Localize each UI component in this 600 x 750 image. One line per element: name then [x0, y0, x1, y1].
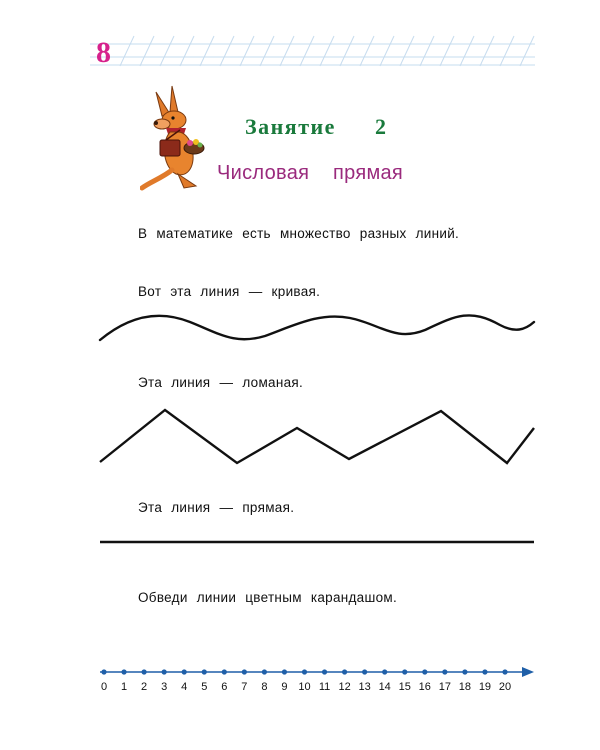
page-number: 8: [96, 36, 111, 69]
number-line-label: 11: [318, 681, 331, 693]
number-line-label: 0: [100, 681, 108, 693]
number-line-point: [482, 669, 487, 674]
task-text: Обведи линии цветным карандашом.: [138, 590, 398, 605]
number-line-label: 12: [338, 681, 351, 693]
number-line-label: 15: [398, 681, 411, 693]
number-line-label: 9: [281, 681, 288, 693]
number-line-point: [382, 669, 387, 674]
number-line-label: 16: [418, 681, 431, 693]
number-line: [100, 667, 534, 693]
number-line-label: 8: [261, 681, 268, 693]
number-line-label: 5: [201, 681, 208, 693]
intro-text: В математике есть множество разных линий.: [138, 226, 460, 241]
number-line-label: 20: [498, 681, 512, 693]
number-line-label: 13: [358, 681, 371, 693]
number-line-point: [402, 669, 407, 674]
number-line-label: 14: [378, 681, 391, 693]
number-line-point: [342, 669, 347, 674]
number-line-point: [462, 669, 467, 674]
number-line-point: [242, 669, 247, 674]
number-line-point: [101, 669, 106, 674]
number-line-point: [282, 669, 287, 674]
number-line-point: [322, 669, 327, 674]
number-line-point: [121, 669, 126, 674]
number-line-label: 6: [221, 681, 228, 693]
number-line-point: [262, 669, 267, 674]
lesson-title: Занятие 2: [245, 114, 388, 139]
number-line-label: 7: [241, 681, 248, 693]
number-line-label: 1: [120, 681, 128, 693]
number-line-label: 17: [438, 681, 451, 693]
lesson-subtitle: Числовая прямая: [217, 162, 404, 184]
number-line-label: 18: [458, 681, 472, 693]
number-line-point: [182, 669, 187, 674]
number-line-label: 10: [298, 681, 311, 693]
number-line-point: [142, 669, 147, 674]
number-line-label: 4: [181, 681, 188, 693]
curved-line[interactable]: [100, 315, 534, 340]
curve-label: Вот эта линия — кривая.: [138, 284, 321, 299]
number-line-point: [422, 669, 427, 674]
number-line-arrow: [522, 667, 534, 677]
number-line-label: 3: [161, 681, 168, 693]
number-line-label: 19: [478, 681, 492, 693]
number-line-point: [362, 669, 367, 674]
number-line-point: [202, 669, 207, 674]
broken-line-label: Эта линия — ломаная.: [138, 375, 304, 390]
straight-line-label: Эта линия — прямая.: [138, 500, 295, 515]
number-line-point: [222, 669, 227, 674]
broken-line[interactable]: [100, 410, 534, 463]
number-line-label: 2: [141, 681, 148, 693]
number-line-point: [442, 669, 447, 674]
number-line-point: [502, 669, 507, 674]
number-line-point: [302, 669, 307, 674]
number-line-point: [162, 669, 167, 674]
